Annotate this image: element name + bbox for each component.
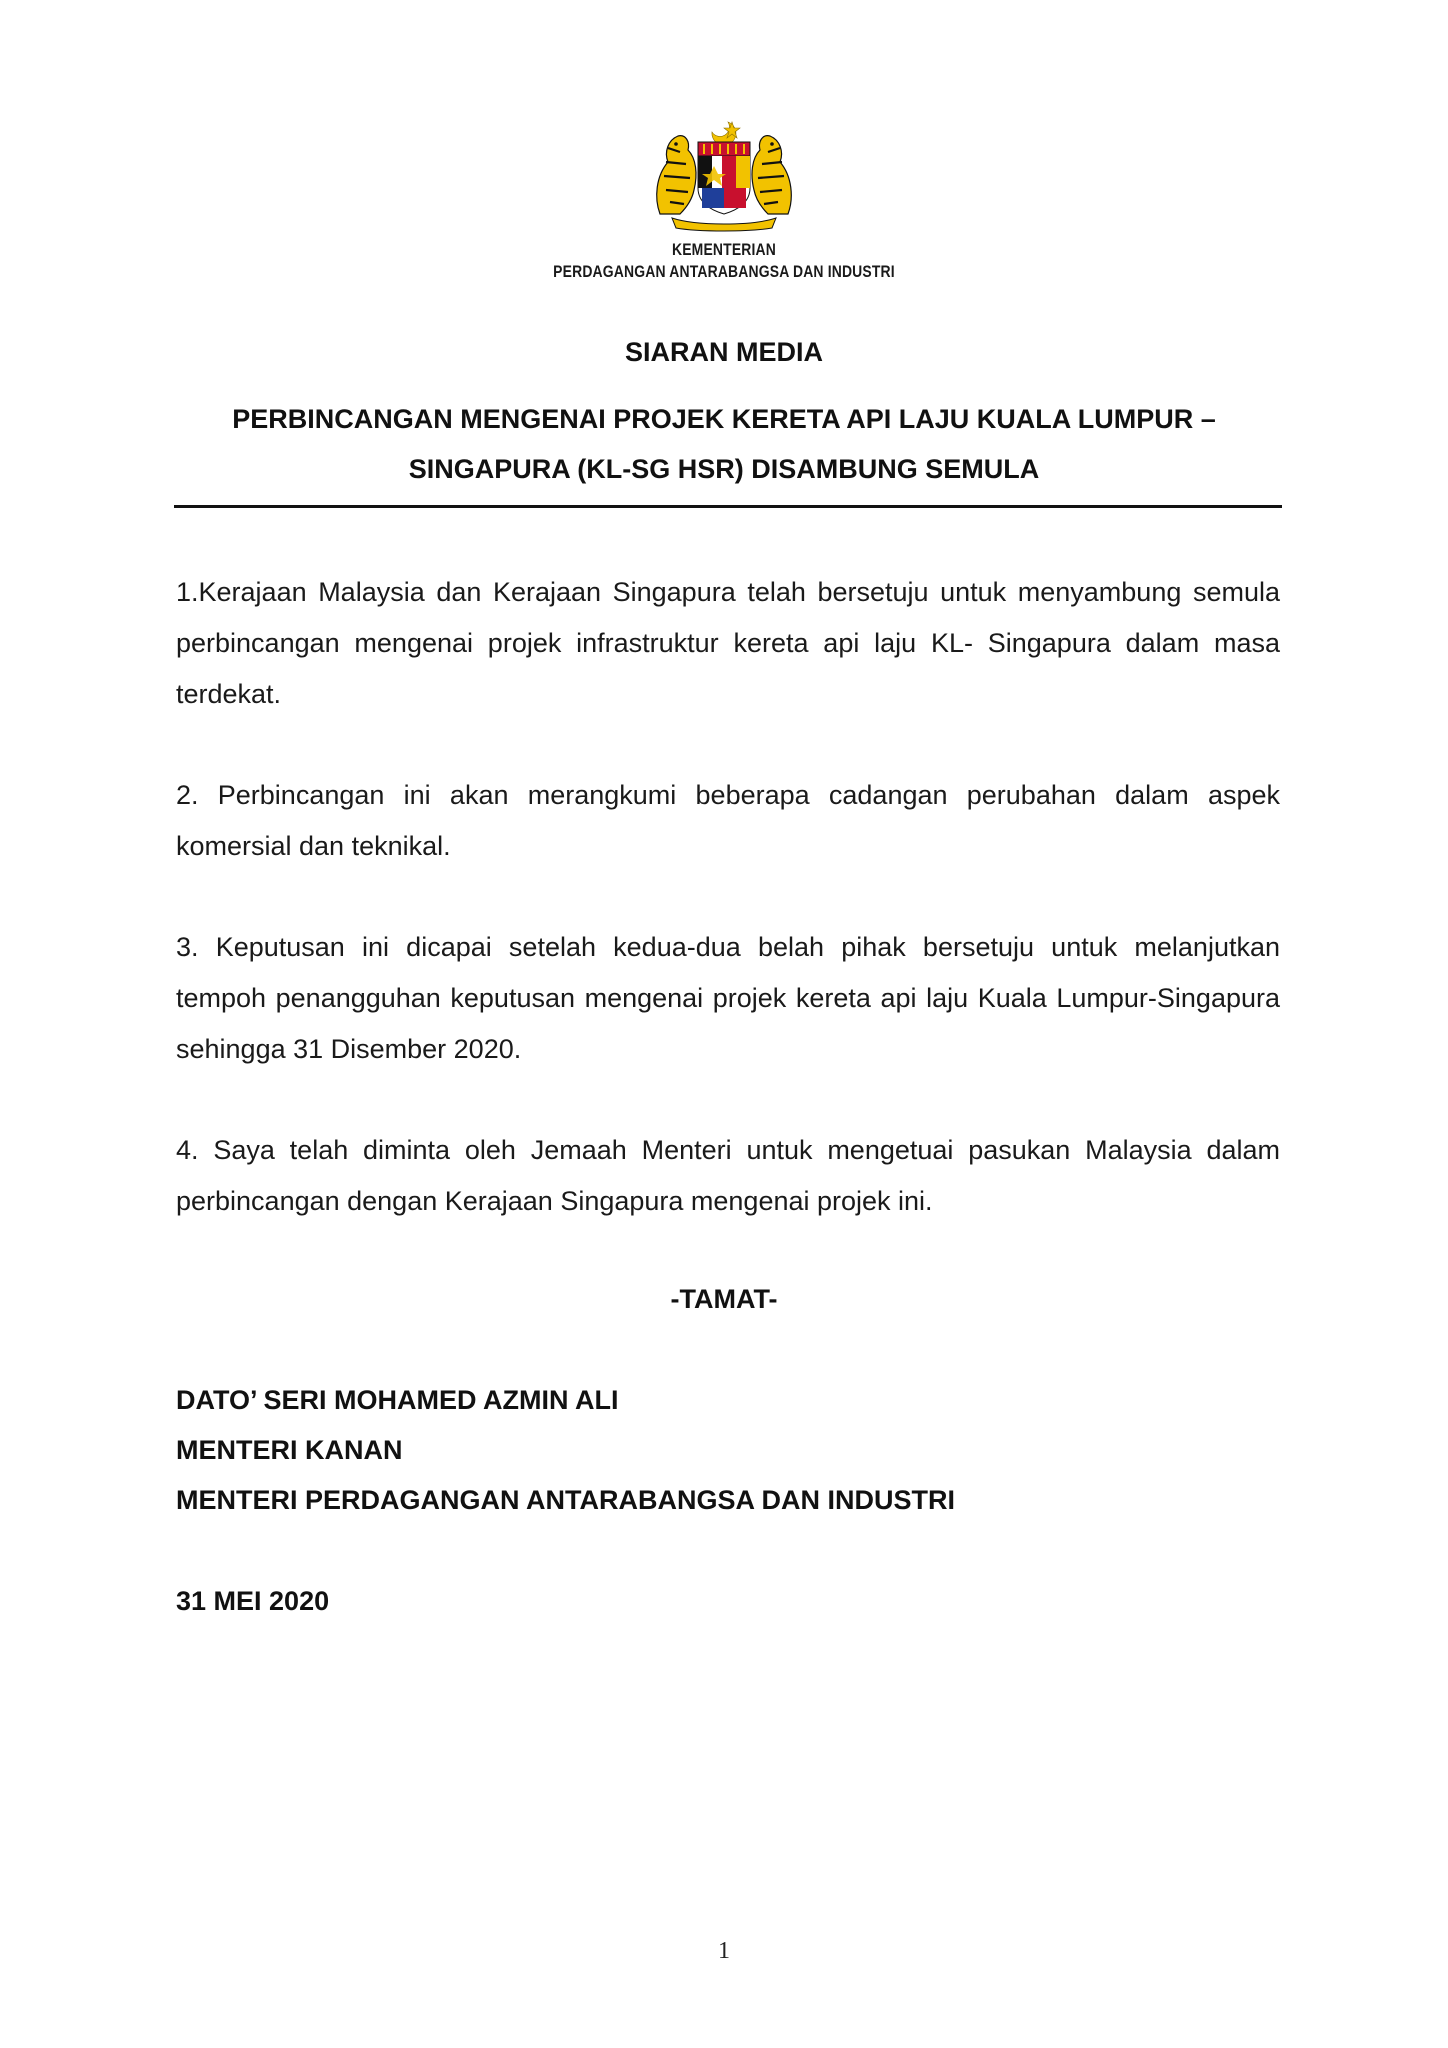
- release-date: 31 MEI 2020: [176, 1586, 330, 1616]
- malaysia-coat-of-arms-icon: [646, 118, 802, 232]
- signatory-title-2: MENTERI PERDAGANGAN ANTARABANGSA DAN INDUSTRI: [176, 1485, 955, 1515]
- paragraph-1: 1.Kerajaan Malaysia dan Kerajaan Singapura telah bersetuju untuk menyambung semula perbincangan mengenai projek infrastruktur kereta api laju KL- Singapura dalam masa terdekat.: [176, 577, 1280, 709]
- document-type-heading: SIARAN MEDIA: [624, 337, 823, 367]
- paragraph-3: 3. Keputusan ini dicapai setelah kedua-dua belah pihak bersetuju untuk melanjutkan tempoh penangguhan keputusan mengenai projek kereta api laju Kuala Lumpur-Singapura sehingga 31 Disember 2020.: [176, 932, 1280, 1064]
- ministry-name-line-2: PERDAGANGAN ANTARABANGSA DAN INDUSTRI: [553, 262, 895, 281]
- signatory-title-1: MENTERI KANAN: [176, 1435, 403, 1465]
- end-marker: -TAMAT-: [670, 1284, 778, 1314]
- headline-line-2: SINGAPURA (KL-SG HSR) DISAMBUNG SEMULA: [408, 454, 1040, 484]
- ministry-name-line-1: KEMENTERIAN: [671, 240, 777, 259]
- headline-line-1: PERBINCANGAN MENGENAI PROJEK KERETA API LAJU KUALA LUMPUR –: [232, 404, 1216, 434]
- paragraph-4: 4. Saya telah diminta oleh Jemaah Menteri untuk mengetuai pasukan Malaysia dalam perbincangan dengan Kerajaan Singapura mengenai projek ini.: [176, 1135, 1280, 1216]
- page-number: 1: [718, 1938, 730, 1964]
- paragraph-2: 2. Perbincangan ini akan merangkumi beberapa cadangan perubahan dalam aspek komersial dan teknikal.: [176, 780, 1280, 861]
- signatory-name: DATO’ SERI MOHAMED AZMIN ALI: [176, 1385, 619, 1415]
- headline-divider: [174, 505, 1282, 508]
